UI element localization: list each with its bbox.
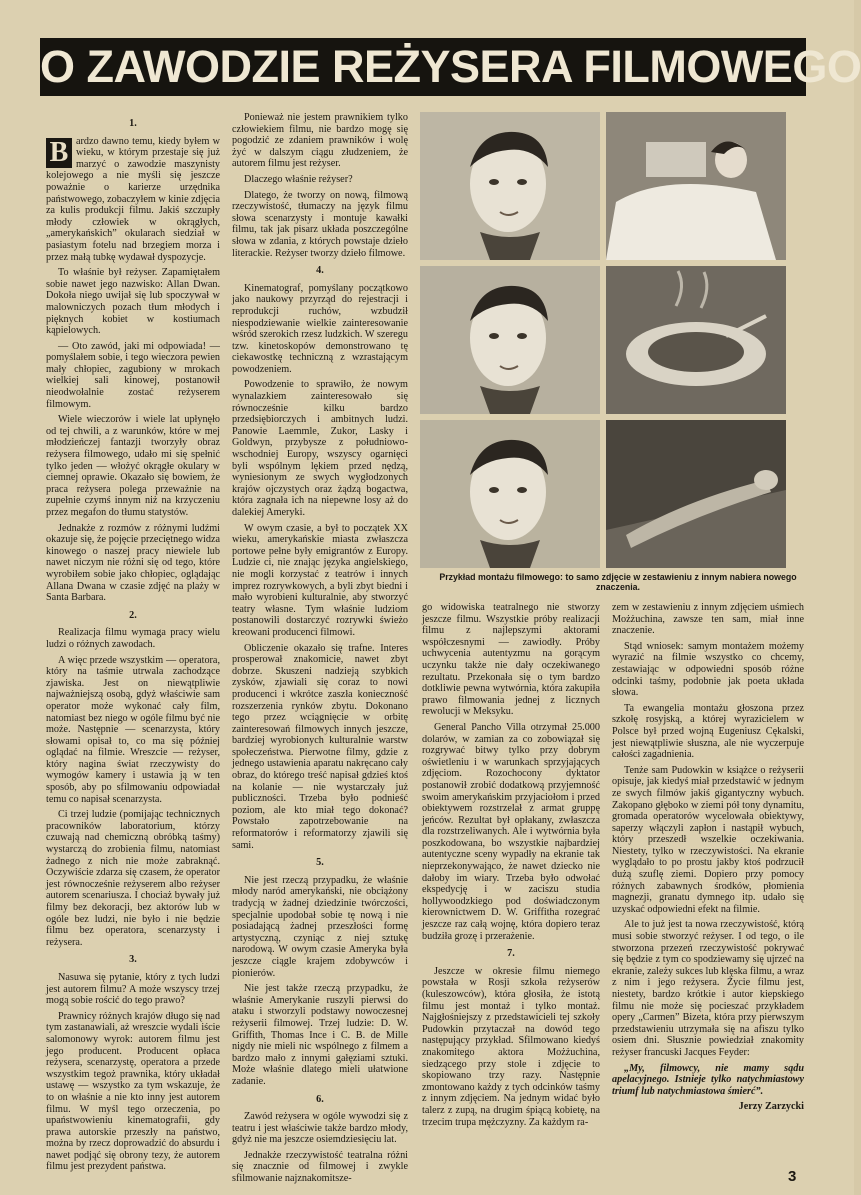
photo-caption: Przykład montażu filmowego: to samo zdjęcie w zestawieniu z innym nabiera nowego znaczenia.	[439, 572, 797, 592]
actor-face-photo-1	[420, 112, 600, 260]
section-number: 6.	[316, 1093, 324, 1105]
paragraph-text: ardzo dawno temu, kiedy byłem w wieku, w którym przestaje się już marzyć o zawodzie maszynisty kolejowego a nie myśli się jeszcze poważnie o karierze urzędnika państwowego, zobaczyłem w kinie zdjęcia za kulis produkcji filmu. Jakiś szczupły młody człowiek w okrągłych, „amerykańskich” okularach siedział w pasiastym fotelu nad brzegiem morza i przez małą tubkę wydawał dyspozycje.	[46, 135, 220, 263]
paragraph: Jeszcze w okresie filmu niemego powstała w Rosji szkoła reżyserów (kuleszowców), która głosiła, że istotą filmu jest montaż i tylko montaż. Najgłośniejszy z przedstawicieli tej szkoły Pudowkin przytaczał na dowód tego następujący przykład. Sfilmowano kiedyś znakomitego aktora Możżuchina, siedzącego przy stole i zdjęcie to skopiowano trzy razy. Następnie zmontowano każdy z tych odcinków taśmy z innym zdjęciem. Na jednym widać było talerz z zupą, na drugim śpiącą kobietę, na trzecim trupa mężczyzny. Za każdym ra-	[422, 965, 600, 1128]
paragraph: Powodzenie to sprawiło, że nowym wynalazkiem zainteresowało się równocześnie kilku bardzo przedsiębiorczych i ambitnych ludzi. Panowie Laemmle, Zukor, Lasky i Goldwyn, przybysze z południowo-wschodniej Europy, wszyscy ogarnięci byli wspólnym lękiem przed nędzą, wyniesionym ze swych wygłodzonych krajów ojczystych oraz żądzą bogactwa, która zagnała ich na niepewne losy aż do dalekiej Ameryki.	[232, 379, 408, 518]
drop-cap: B	[46, 138, 72, 168]
column-4	[612, 602, 804, 1162]
paragraph: — Oto zawód, jaki mi odpowiada! — pomyślałem sobie, i tego wieczora pewien mały chłopiec, zagubiony w mrokach wielkiej sali kinowej, postanowił nieodwołalnie zostać reżyserem filmowym.	[46, 340, 220, 410]
paragraph: Ci trzej ludzie (pomijając technicznych pracowników laboratorium, którzy czuwają nad chemiczną obróbką taśmy) wystarczą do zrobienia filmu, natomiast żadnego z nich nie może zabraknąć. Oczywiście zdarza się czasem, że operator jest równocześnie reżyserem albo reżyser autorem scenariusza. I chociaż bywały już filmy bez dekoracji, bez aktorów lub w ogóle bez ludzi, nie było i nie będzie filmu bez operatora, scenarzysty i reżysera.	[46, 809, 220, 948]
montage-photo-grid	[418, 110, 806, 570]
article-title: O ZAWODZIE REŻYSERA FILMOWEGO	[40, 38, 806, 96]
paragraph: Ta ewangelia montażu głoszona przez szkołę rosyjską, a której wyrazicielem w Polsce był przed wojną Eugeniusz Cękalski, jest niewątpliwie słuszna, ale nie wyczerpuje całości zagadnienia.	[612, 702, 804, 761]
paragraph: W owym czasie, a był to początek XX wieku, amerykańskie miasta zwłaszcza portowe pełne były emigrantów z Europy. Ludzie ci, nie znając języka angielskiego, nie mogli korzystać z teatrów i innych imprez rozrywkowych, a byli zbyt biedni i mało wyrobieni kulturalnie, aby stworzyć teatry własne. Tym właśnie ludziom postanowili dostarczyć rozrywki świeżo kreowani producenci filmowi.	[232, 522, 408, 638]
paragraph: General Pancho Villa otrzymał 25.000 dolarów, w zamian za co zobowiązał się rozgrywać bitwy tylko przy dobrym oświetleniu i w warunkach sprzyjających zdjęciom. Rozochocony dyktator postanowił zrobić dodatkową przyjemność swoim amerykańskim przyjaciołom i przed obiektywem rozstrzelał z armat gruppę jeńców. Rezultat był opłakany, zwłaszcza dla rozstrzeliwanych. Ale i wytwórnia była poszkodowana, bo wszystkie najbardziej autentyczne sceny wypadły na ekranie tak nieprzekonywająco, że nawet dziecko nie dałoby im wiary. Trzeba było odwołać ekspedycję i w zaciszu studia hollywoodzkiego pod doświadczonym kierownictwem D. W. Griffitha rozegrać jeszcze raz całą wojnę, która dopiero teraz budziła grozę i przerażenie.	[422, 721, 600, 942]
section-number: 4.	[316, 265, 324, 277]
paragraph: Jednakże z rozmów z różnymi ludźmi okazuje się, że pojęcie przeciętnego widza kinowego o naszej pracy niewiele lub nawet niczym nie różni się od tego, które wyrobiłem sobie jako chłopiec, oglądając Allana Dwana w czasie zdjęć na plaży w Santa Barbara.	[46, 522, 220, 604]
page-number: 3	[788, 1168, 797, 1185]
paragraph: Wiele wieczorów i wiele lat upłynęło od tej chwili, a z warunków, które w mej młodzieńczej fantazji tworzyły obraz reżysera filmowego, udało mi się spełnić tylko jeden — włożyć okrągłe okulary w ciemnej oprawie. Okazało się bowiem, że praca reżysera polega przeważnie na zupełnie czymś innym niż na krzyczeniu przez megafon do tłumu statystów.	[46, 414, 220, 518]
dead-man-photo	[606, 420, 786, 568]
paragraph: Zawód reżysera w ogóle wywodzi się z teatru i jest właściwie także bardzo młody, gdyż nie ma jeszcze osiemdziesięciu lat.	[232, 1111, 408, 1146]
section-number: 1.	[129, 118, 137, 129]
column-2	[232, 112, 408, 1185]
paragraph	[46, 136, 220, 264]
paragraph: go widowiska teatralnego nie stworzy jeszcze filmu. Wszystkie próby realizacji filmu z najlepszymi aktorami współczesnymi — zawiodły. Próby uchwycenia autentyzmu na gorącym uczynku także nie dały oczekiwanego rezultatu. Przekonała się o tym bardzo dotkliwie pewna wytwórnia, która zakupiła prawo filmowania jednej z licznych rewolucji w Meksyku.	[422, 602, 600, 718]
actor-face-photo-2	[420, 266, 600, 414]
paragraph: Nie jest rzeczą przypadku, że właśnie młody naród amerykański, nie obciążony tradycją w żadnej dziedzinie twórczości, specjalnie upodobał sobie tę nową i nie posiadającą żadnej przeszłości formę artystyczną, czyniąc z niej sztukę narodową. W owym czasie Ameryka była jeszcze ciągle krajem zdobywców i pionierów.	[232, 874, 408, 979]
column-1	[46, 112, 220, 1173]
paragraph: Kinematograf, pomyślany początkowo jako naukowy przyrząd do rejestracji i reprodukcji ruchów, wzbudził niespodziewanie wielkie zainteresowanie wśród szerokich rzesz ludzkich. W szeregu tzw. kinetoskopów demonstrowano tę ciekawostkę techniczną z wzrastającym powodzeniem.	[232, 282, 408, 375]
paragraph: Ponieważ nie jestem prawnikiem tylko człowiekiem filmu, nie bardzo mogę się pogodzić ze zdaniem prawników i wolę żyć w dalszym ciągu złudzeniem, że autorem filmu jest reżyser.	[232, 112, 408, 170]
paragraph: Tenże sam Pudowkin w książce o reżyserii opisuje, jak kiedyś miał przedstawić w jednym ze swych filmów jakiś gigantyczny wybuch. Zakopano głęboko w ziemi pół tony dynamitu, gromada operatorów wycelowała obiektywy, saperzy włączyli zapłon i nastąpił wybuch, który przeszedł wszelkie oczekiwania. Niestety, tylko w rzeczywistości. Na ekranie wyglądało to po prostu jakby ktoś podrzucił dużą szuflę ziemi. Dopiero przy pomocy różnych zabawnych środków, płomienia magnezji, granatu dymnego itp. udało się uzyskać odpowiedni efekt na filmie.	[612, 764, 804, 915]
paragraph: Realizacja filmu wymaga pracy wielu ludzi o różnych zawodach.	[46, 627, 220, 650]
section-number: 5.	[316, 857, 324, 869]
paragraph: Obliczenie okazało się trafne. Interes prosperował znakomicie, nawet zbyt dobrze. Skuszeni nadzieją szybkich zysków, zjawiali się coraz to nowi producenci i wkrótce zaszła konieczność rozszerzenia rynków zbytu. Dokonano tego przez wciągnięcie w orbitę zainteresowań filmowych innych jeszcze, bardziej wyrobionych kulturalnie warstw społeczeństwa. Pierwotne filmy, gdzie z jednego ustawienia aparatu nakręcano cały obraz, do którego treść napisał gdzieś ktoś na kolanie — nie wystarczały już publiczności. Trzeba było podnieść poziom, ale kto miał tego dokonać? Powstało zapotrzebowanie na reformatorów i reformatorzy zjawili się sami.	[232, 642, 408, 851]
section-number: 7.	[507, 948, 515, 960]
paragraph: Stąd wniosek: samym montażem możemy wyrazić na filmie wszystko co chcemy, zestawiając w odpowiedni sposób różne odcinki taśmy, podobnie jak poeta układa słowa.	[612, 640, 804, 699]
soup-plate-photo	[606, 266, 786, 414]
paragraph: Nasuwa się pytanie, który z tych ludzi jest autorem filmu? A może wszyscy trzej mogą sobie rościć do tego prawo?	[46, 971, 220, 1007]
paragraph: Jednakże rzeczywistość teatralna różni się znacznie od filmowej i zwykle sfilmowanie najznakomitsze-	[232, 1149, 408, 1185]
paragraph: Ale to już jest ta nowa rzeczywistość, którą musi sobie stworzyć reżyser. I od tego, o ile stworzona przezeń rzeczywistość pokrywać się będzie z tym co spodziewamy się ujrzeć na ekranie, zależy sukces lub klęska filmu, a wraz z nim i jego reżysera. Życie filmu jest, niestety, bardzo krótkie i autor kiepskiego filmu nie może się pocieszać przykładem opery „Carmen” Bizeta, która przy pierwszym przedstawieniu utrzymała się na afiszu tylko osiem dni. Słusznie powiedział znakomity reżyser francuski Jacques Feyder:	[612, 919, 804, 1058]
section-number: 2.	[129, 609, 137, 621]
paragraph: Prawnicy różnych krajów długo się nad tym zastanawiali, aż wreszcie wydali iście salomonowy wyrok: autorem filmu jest jego producent. Producent opłaca reżysera, scenarzystę, operatora a przede wszystkim tegoż prawnika, który układał ustawę — wszystko za tym wskazuje, że to on właśnie a nie kto inny jest autorem filmu. W myśl tego orzeczenia, po upaństwowieniu kinematografii, gdy prawa autorskie przeszły na państwo, można by rzecz doprowadzić do absurdu i nawet podjąć się obrony tezy, że autorem filmu jest prezydent państwa.	[46, 1010, 220, 1173]
paragraph: Dlatego, że tworzy on nową, filmową rzeczywistość, tłumaczy na język filmu słowa scenarzysty i montuje kawałki filmu, tak jak pisarz układa poszczególne słowa w zdania, z których powstaje dzieło literackie. Reżyser tworzy dzieło filmowe.	[232, 189, 408, 259]
paragraph: zem w zestawieniu z innym zdjęciem uśmiech Możżuchina, zawsze ten sam, miał inne znaczenie.	[612, 602, 804, 637]
section-number: 3.	[129, 954, 137, 966]
actor-face-photo-3	[420, 420, 600, 568]
paragraph: To właśnie był reżyser. Zapamiętałem sobie nawet jego nazwisko: Allan Dwan. Dokoła niego uwijał się lub spoczywał w malowniczych pozach tłum młodych i pięknych kobiet w kostiumach kąpielowych.	[46, 267, 220, 337]
column-3	[422, 602, 600, 1162]
feyder-quote: „My, filmowcy, nie mamy sądu apelacyjnego. Istnieje tylko natychmiastowy triumf lub natychmiastowa śmierć”.	[612, 1062, 804, 1097]
paragraph: Dlaczego właśnie reżyser?	[244, 173, 353, 185]
soup-plate-photo-sleeping-woman	[606, 112, 786, 260]
paragraph: A więc przede wszystkim — operatora, który na taśmie utrwala zachodzące zjawiska. Jest on niewątpliwie najważniejszą osobą, gdyż właściwie sam operator może wykonać cały film, natomiast bez niego w ogóle filmu być nie może. Następnie — scenarzysta, który słowami opisał to, co ma się później oglądać na filmie. Wreszcie — reżyser, który nagina świat rzeczywisty do wymogów kamery i ustawia ją w ten sposób, aby po sfilmowaniu odpowiadał temu co napisał scenarzysta.	[46, 654, 220, 805]
author-signature: Jerzy Zarzycki	[738, 1101, 804, 1113]
paragraph: Nie jest także rzeczą przypadku, że właśnie Amerykanie ruszyli pierwsi do ataku i stworzyli podstawy nowoczesnej reżyserii filmowej. Trzej ludzie: D. W. Griffith, Thomas Ince i C. B. de Mille nigdy nie mieli nic wspólnego z filmem a bardzo mało z innymi gałęziami sztuki. Może właśnie dlatego mieli ułatwione zadanie.	[232, 983, 408, 1087]
